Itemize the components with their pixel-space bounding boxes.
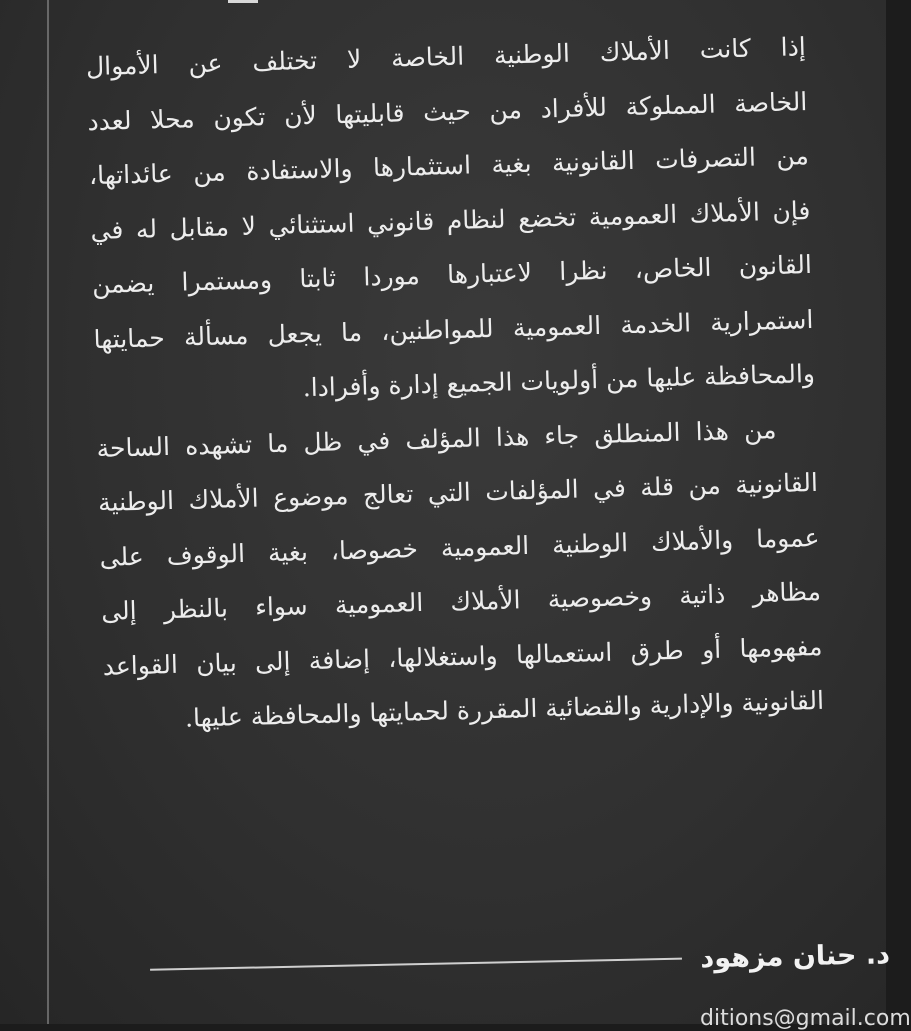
blurb-line: استمرارية الخدمة العمومية للمواطنين، ما يجعل مسألة حمايتها [93,304,814,354]
blurb-line: فإن الأملاك العمومية تخضع لنظام قانوني استثنائي لا مقابل له في [90,195,811,245]
blurb-line: الخاصة المملوكة للأفراد من حيث قابليتها لأن تكون محلا لعدد [87,86,808,136]
blurb-line: القانونية من قلة في المؤلفات التي تعالج موضوع الأملاك الوطنية [97,467,819,518]
blurb-line: من التصرفات القانونية بغية استثمارها والاستفادة من عائداتها، [88,141,810,191]
blurb-line: والمحافظة عليها من أولويات الجميع إدارة وأفرادا. [302,358,816,403]
spine-crease [47,0,49,1024]
blurb-paragraph-1 [85,20,815,421]
author-name: د. حنان مزهود [700,938,891,974]
blurb-line: مظاهر ذاتية وخصوصية الأملاك العمومية سواء بالنظر إلى [100,576,822,626]
top-edge-mark [228,0,258,3]
blurb-line: إذا كانت الأملاك الوطنية الخاصة لا تختلف عن الأموال [85,32,807,82]
blurb-line: عموما والأملاك الوطنية العمومية خصوصا، بغية الوقوف على [99,522,820,572]
blurb-line: مفهومها أو طرق استعمالها واستغلالها، إضافة إلى بيان القواعد [102,631,823,681]
blurb-line: من هذا المنطلق جاء هذا المؤلف في ظل ما تشهده الساحة [96,414,777,463]
blurb-line: القانون الخاص، نظرا لاعتبارها موردا ثابتا ومستمرا يضمن [91,249,813,300]
blurb-text [85,20,825,748]
blurb-paragraph-2 [96,401,825,748]
signature-rule [150,958,682,971]
blurb-line: القانونية والإدارية والقضائية المقررة لحمايتها والمحافظة عليها. [184,685,825,733]
publisher-email: ditions@gmail.com [700,1006,911,1031]
author-signature [150,934,891,989]
